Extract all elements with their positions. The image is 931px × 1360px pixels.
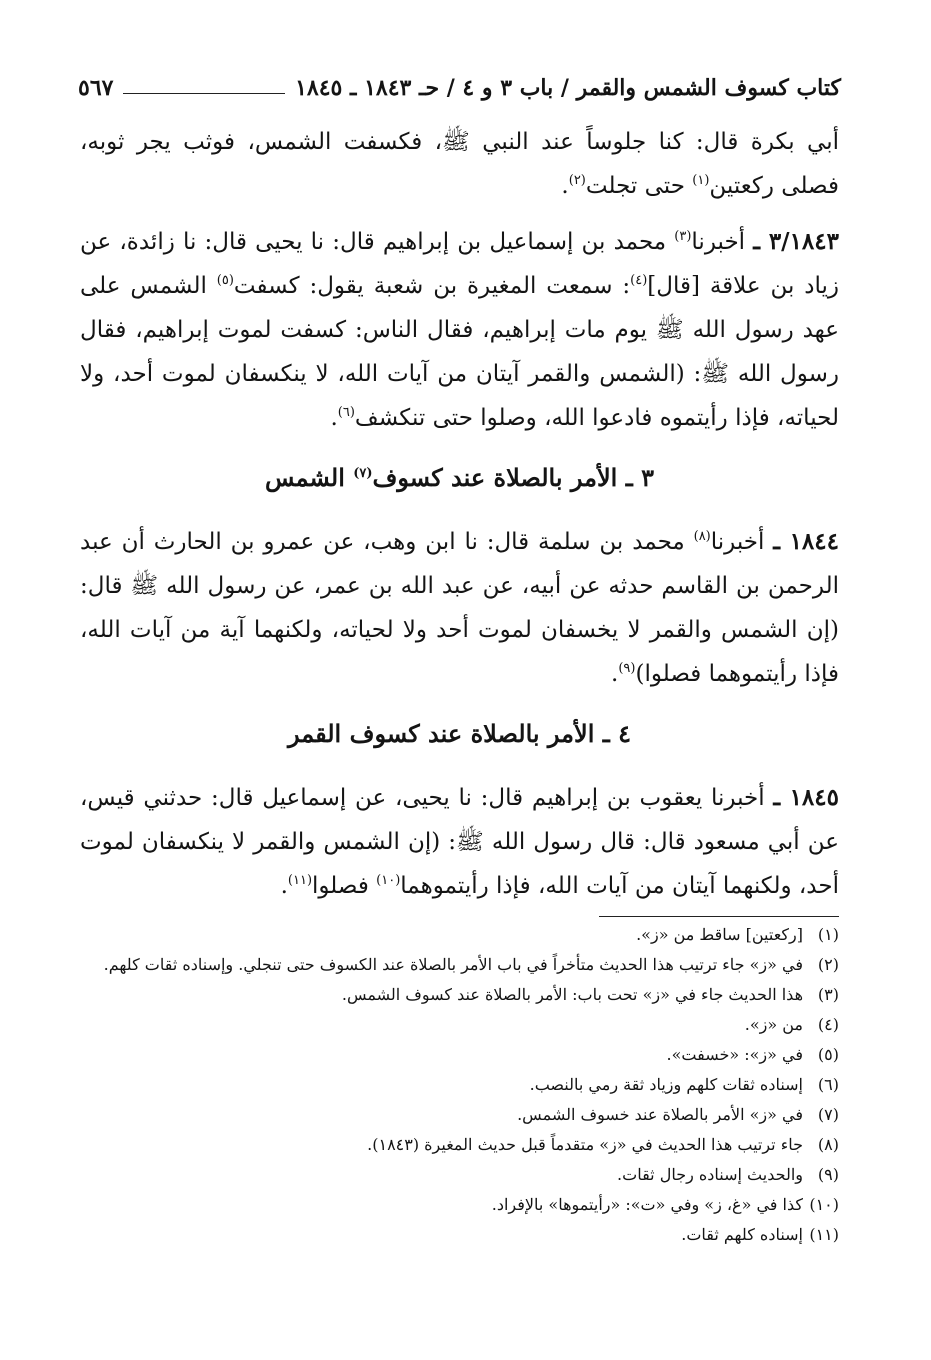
footnote-ref[interactable]: (٣) xyxy=(674,229,692,244)
footnote-item xyxy=(80,1190,839,1220)
paragraph-text: أخبرنا xyxy=(691,229,754,255)
footnote-number: (٤) xyxy=(817,1015,839,1034)
running-header xyxy=(78,66,841,110)
footnote-text: من «ز». xyxy=(744,1015,803,1034)
footnote-ref[interactable]: (٨) xyxy=(693,529,711,544)
hadith-number: ١٨٤٥ ـ xyxy=(773,784,839,811)
footnote-number: (٩) xyxy=(817,1165,839,1184)
footnote-number: (٣) xyxy=(817,985,839,1004)
paragraph-text: . xyxy=(611,661,619,687)
footnote-item xyxy=(80,950,839,980)
main-text xyxy=(80,120,839,920)
footnote-text: في «ز» الأمر بالصلاة عند خسوف الشمس. xyxy=(517,1105,803,1124)
page-number: ٥٦٧ xyxy=(78,75,114,101)
footnote-ref[interactable]: (٤) xyxy=(630,273,648,288)
footnotes xyxy=(80,920,839,1250)
section-heading-text: ٣ ـ الأمر بالصلاة عند كسوف xyxy=(372,463,654,492)
hadith-1843 xyxy=(80,220,839,440)
paragraph-text: محمد بن سلمة قال: نا ابن وهب، عن عمرو بن الحارث أن عبد الرحمن بن القاسم حدثه عن أبيه، عن عبد الله بن عمر، عن رسول الله ﷺ قال: (إن الشمس والقمر لا يخسفان لموت أحد ولا لحياته، ولكنهما آية من آيات الله، فإذا رأيتموهما فصلوا) xyxy=(80,529,839,687)
footnote-item xyxy=(80,1010,839,1040)
footnote-text: [ركعتين] ساقط من «ز». xyxy=(636,925,803,944)
footnote-number: (١١) xyxy=(809,1225,839,1244)
footnote-text: إسناده ثقات كلهم وزياد ثقة رمي بالنصب. xyxy=(529,1075,803,1094)
footnote-item xyxy=(80,920,839,950)
hadith-number: ١٨٤٤ ـ xyxy=(773,528,839,555)
header-rule xyxy=(123,93,285,94)
footnote-separator xyxy=(599,916,839,917)
footnote-item xyxy=(80,1160,839,1190)
footnote-item xyxy=(80,1100,839,1130)
running-title: كتاب كسوف الشمس والقمر / باب ٣ و ٤ / حـ ١٨٤٣ ـ ١٨٤٥ xyxy=(295,75,841,101)
paragraph-text: . xyxy=(561,173,569,199)
footnote-item xyxy=(80,1130,839,1160)
footnote-number: (٦) xyxy=(817,1075,839,1094)
footnote-text: هذا الحديث جاء في «ز» تحت باب: الأمر بالصلاة عند كسوف الشمس. xyxy=(341,985,803,1004)
footnote-ref[interactable]: (١١) xyxy=(287,873,313,888)
footnote-item xyxy=(80,980,839,1010)
paragraph-text: حتى تجلت xyxy=(585,173,693,199)
footnote-ref[interactable]: (١٠) xyxy=(376,873,401,888)
footnote-item xyxy=(80,1220,839,1250)
paragraph-text: . xyxy=(330,405,338,431)
footnote-number: (١) xyxy=(817,925,839,944)
section-heading-text: الشمس xyxy=(265,463,354,492)
hadith-number: ٣/١٨٤٣ ـ xyxy=(753,228,839,255)
footnote-item xyxy=(80,1040,839,1070)
paragraph-text: أبي بكرة قال: كنا جلوساً عند النبي ﷺ، فكسفت الشمس، فوثب يجر ثوبه، فصلى ركعتين xyxy=(80,129,839,199)
paragraph-text: الشمس على عهد رسول الله ﷺ يوم مات إبراهيم، فقال الناس: كسفت لموت إبراهيم، فقال رسول الله ﷺ: (الشمس والقمر آيتان من آيات الله، لا ينكسفان لموت أحد، ولا لحياته، فإذا رأيتموه فادعوا الله، وصلوا حتى تنكشف xyxy=(80,273,839,431)
footnote-ref[interactable]: (٥) xyxy=(216,273,234,288)
footnote-ref[interactable]: (٩) xyxy=(618,661,636,676)
paragraph-text: محمد بن إسماعيل بن إبراهيم قال: نا يحيى قال: نا زائدة، عن زياد بن علاقة [قال] xyxy=(80,229,839,299)
paragraph-continuation xyxy=(80,120,839,208)
section-heading-4 xyxy=(80,712,839,756)
footnote-number: (١٠) xyxy=(809,1195,839,1214)
footnote-ref[interactable]: (١) xyxy=(692,173,710,188)
footnote-ref[interactable]: (٢) xyxy=(568,173,586,188)
paragraph-text: فصلوا xyxy=(312,873,377,899)
paragraph-text: أخبرنا xyxy=(710,529,774,555)
footnote-text: كذا في «غ، ز» وفي «ت»: «رأيتموها» بالإفراد. xyxy=(491,1195,803,1214)
footnote-item xyxy=(80,1070,839,1100)
hadith-1844 xyxy=(80,520,839,696)
footnote-number: (٧) xyxy=(817,1105,839,1124)
hadith-1845 xyxy=(80,776,839,908)
footnote-number: (٥) xyxy=(817,1045,839,1064)
section-heading-text: ٤ ـ الأمر بالصلاة عند كسوف القمر xyxy=(287,719,632,748)
footnote-text: إسناده كلهم ثقات. xyxy=(681,1225,803,1244)
paragraph-text: : سمعت المغيرة بن شعبة يقول: كسفت xyxy=(233,273,631,299)
footnote-text: في «ز» جاء ترتيب هذا الحديث متأخراً في باب الأمر بالصلاة عند الكسوف حتى تنجلي. وإسناده ثقات كلهم. xyxy=(103,955,803,974)
footnote-text: والحديث إسناده رجال ثقات. xyxy=(617,1165,803,1184)
footnote-text: في «ز»: «خسفت». xyxy=(666,1045,803,1064)
footnote-ref[interactable]: (٦) xyxy=(337,405,355,420)
section-heading-3 xyxy=(80,456,839,500)
footnote-number: (٢) xyxy=(817,955,839,974)
footnote-ref[interactable]: (٧) xyxy=(353,466,373,481)
paragraph-text: أخبرنا يعقوب بن إبراهيم قال: نا يحيى، عن إسماعيل قال: حدثني قيس، عن أبي مسعود قال: قال رسول الله ﷺ: (إن الشمس والقمر لا ينكسفان لموت أحد، ولكنهما آيتان من آيات الله، فإذا رأيتموهما xyxy=(80,785,839,899)
paragraph-text: . xyxy=(280,873,288,899)
footnote-number: (٨) xyxy=(817,1135,839,1154)
footnote-text: جاء ترتيب هذا الحديث في «ز» متقدماً قبل حديث المغيرة (١٨٤٣). xyxy=(367,1135,803,1154)
